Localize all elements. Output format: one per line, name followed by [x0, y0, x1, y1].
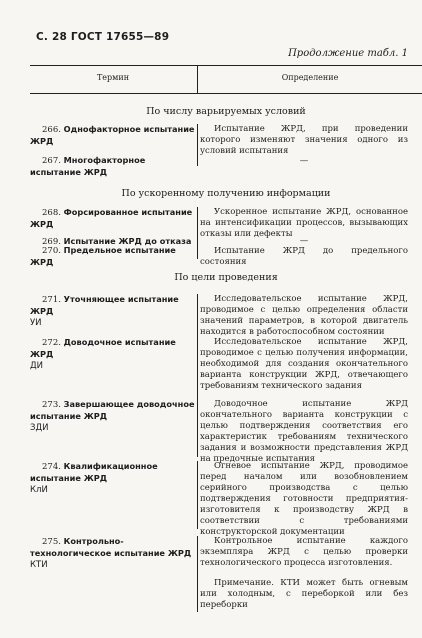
abbreviation: ЗДИ [30, 423, 49, 433]
abbreviation: КТИ [30, 560, 48, 570]
section-heading: По ускоренному получению информации [121, 188, 331, 199]
definition-268: Ускоренное испытание ЖРД, основанное на интенсификации процессов, вызывающих отказы или дефекты [200, 207, 408, 239]
term-272: 272. Доводочное испытание ЖРД ДИ [30, 337, 176, 371]
term-274: 274. Квалификационное испытание ЖРД КлИ [30, 461, 158, 495]
section-heading: По числу варьируемых условий [146, 106, 306, 117]
column-divider [197, 536, 198, 612]
table-top-rule [30, 65, 422, 66]
column-divider [197, 124, 198, 166]
definition-269: — [299, 236, 309, 246]
abbreviation: ДИ [30, 361, 43, 371]
definition-266: Испытание ЖРД, при проведении которого изменяют значения одного из условий испытания [200, 124, 408, 156]
term-273: 273. Завершающее доводочное испытание ЖРД ЗДИ [30, 399, 195, 433]
term-267: 267. Многофакторное испытание ЖРД [30, 155, 146, 177]
definition-note: Примечание. КТИ может быть огневым или холодным, с переборкой или без переборки [200, 578, 408, 610]
definition-272: Исследовательское испытание ЖРД, проводимое с целью получения информации, необходимой для создания окончательного варианта конструкции ЖРД, отвечающего требованиям технического задания [200, 337, 408, 391]
column-divider [197, 399, 198, 457]
definition-273: Доводочное испытание ЖРД окончательного варианта конструкции с целью подтверждения соответствия его характеристик требованиям технического задания и возможности представления ЖРД на предочные испытания [200, 399, 408, 464]
table-header-rule [30, 93, 422, 94]
table-continuation-label: Продолжение табл. 1 [288, 48, 408, 59]
term-266: 266. Однофакторное испытание ЖРД [30, 124, 195, 146]
definition-270: Испытание ЖРД до предельного состояния [200, 246, 408, 267]
definition-267: — [299, 156, 309, 166]
term-270: 270. Предельное испытание ЖРД [30, 245, 176, 267]
term-268: 268. Форсированное испытание ЖРД [30, 207, 193, 229]
abbreviation: УИ [30, 318, 42, 328]
abbreviation: КлИ [30, 485, 48, 495]
page-label: С. 28 ГОСТ 17655—89 [36, 31, 170, 43]
column-header-term: Термин [96, 73, 130, 82]
section-heading: По цели проведения [174, 272, 278, 283]
column-divider [197, 337, 198, 405]
column-divider [197, 461, 198, 529]
term-275: 275. Контрольно-технологическое испытание ЖРД КТИ [30, 536, 192, 570]
term-271: 271. Уточняющее испытание ЖРД УИ [30, 294, 179, 328]
column-header-definition: Определение [281, 73, 339, 82]
definition-275: Контрольное испытание каждого экземпляра ЖРД с целью проверки технологического процесса изготовления. [200, 536, 408, 568]
column-divider-header [197, 65, 198, 93]
term-269: 269. Испытание ЖРД до отказа [42, 236, 192, 247]
column-divider [197, 207, 198, 259]
column-divider [197, 294, 198, 340]
definition-271: Исследовательское испытание ЖРД, проводимое с целью определения области значений параметров, в которой двигатель находится в работоспособном состоянии [200, 294, 408, 337]
definition-274: Огневое испытание ЖРД, проводимое перед началом или возобновлением серийного производства с целью подтверждения готовности предприятия-изготовителя к производству ЖРД в соответствии с требованиями конструкторской документации [200, 461, 408, 537]
